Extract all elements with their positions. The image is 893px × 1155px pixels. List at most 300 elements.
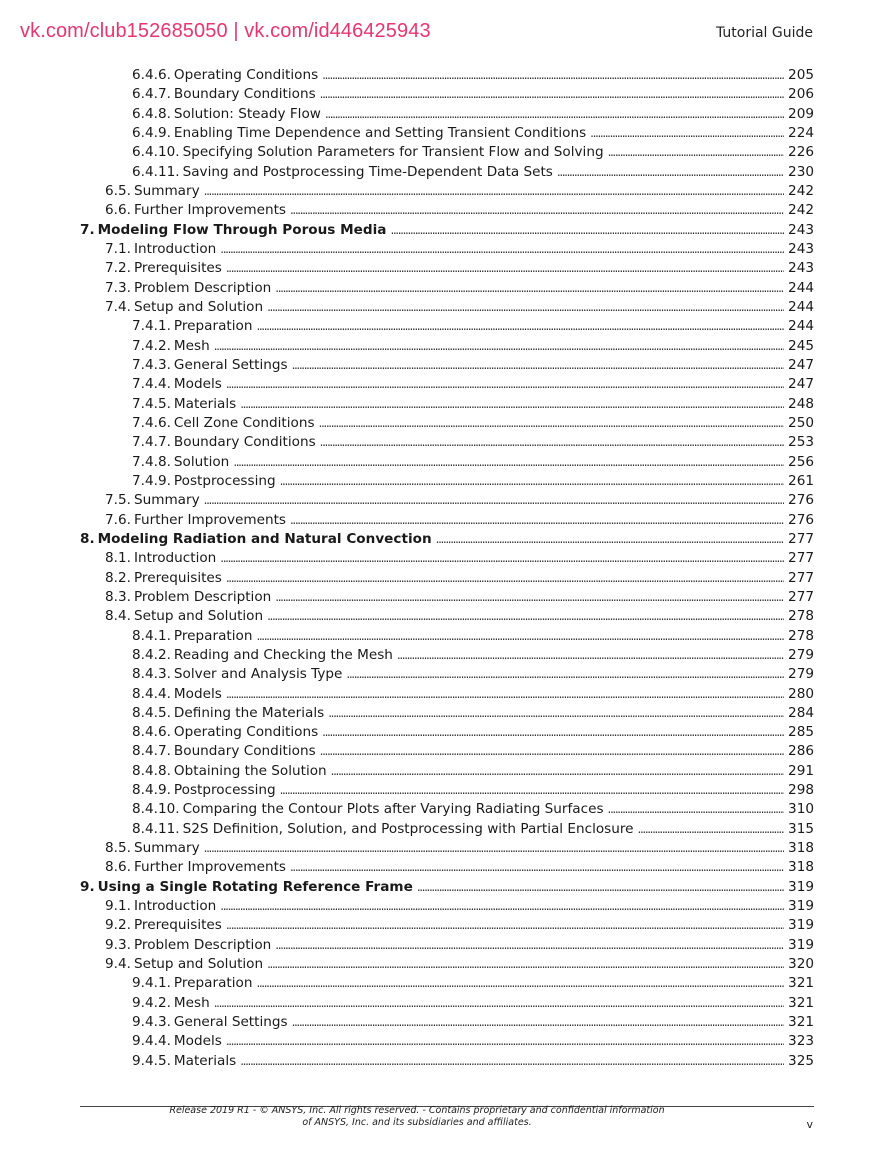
toc-entry[interactable]: [80, 607, 814, 626]
toc-dot-leader: [240, 1052, 784, 1071]
toc-entry-number: 8.4.4.: [132, 685, 171, 702]
toc-entry-title: Preparation: [173, 975, 253, 992]
toc-dot-leader: [322, 723, 784, 742]
toc-entry-label: [132, 375, 222, 394]
toc-entry-title: Obtaining the Solution: [173, 762, 327, 779]
toc-entry-title: Reading and Checking the Mesh: [173, 646, 393, 663]
toc-entry-number: 7.4.6.: [132, 414, 171, 431]
toc-entry-title: Models: [173, 685, 222, 702]
toc-entry-title: Introduction: [133, 898, 217, 915]
toc-dot-leader: [240, 395, 784, 414]
toc-entry[interactable]: [80, 897, 814, 916]
toc-entry[interactable]: [80, 936, 814, 955]
toc-entry[interactable]: [80, 878, 814, 897]
toc-dot-leader: [204, 182, 784, 201]
toc-entry[interactable]: [80, 511, 814, 530]
toc-entry-label: [105, 279, 271, 298]
toc-entry[interactable]: [80, 453, 814, 472]
toc-entry-title: Cell Zone Conditions: [173, 414, 315, 431]
toc-entry[interactable]: [80, 800, 814, 819]
toc-entry[interactable]: [80, 279, 814, 298]
toc-entry-title: General Settings: [173, 1014, 288, 1031]
toc-entry-page: 320: [788, 956, 814, 973]
toc-entry-number: 8.: [80, 530, 95, 547]
toc-entry-page: 224: [788, 124, 814, 141]
toc-entry-title: Using a Single Rotating Reference Frame: [97, 878, 413, 895]
toc-entry-number: 8.4.10.: [132, 801, 180, 818]
toc-entry-label: [105, 858, 286, 877]
toc-entry[interactable]: [80, 201, 814, 220]
toc-entry-page: 277: [788, 530, 814, 547]
toc-entry-number: 7.2.: [105, 260, 131, 277]
toc-entry-page: 318: [788, 859, 814, 876]
toc-entry-label: [132, 994, 210, 1013]
toc-entry-title: Operating Conditions: [173, 724, 319, 741]
toc-entry[interactable]: [80, 646, 814, 665]
toc-entry-number: 8.4.8.: [132, 762, 171, 779]
toc-entry-label: [132, 820, 634, 839]
toc-entry-label: [132, 414, 315, 433]
toc-entry-number: 8.4.7.: [132, 743, 171, 760]
toc-dot-leader: [292, 1013, 784, 1032]
toc-dot-leader: [220, 897, 784, 916]
toc-entry[interactable]: [80, 665, 814, 684]
toc-entry-title: Prerequisites: [133, 260, 222, 277]
toc-entry-label: [132, 974, 252, 993]
toc-entry-page: 321: [788, 1014, 814, 1031]
toc-entry-page: 243: [788, 260, 814, 277]
toc-entry-page: 310: [788, 801, 814, 818]
page-header-title: Tutorial Guide: [715, 25, 813, 41]
toc-entry[interactable]: [80, 472, 814, 491]
toc-entry[interactable]: [80, 105, 814, 124]
toc-dot-leader: [322, 66, 784, 85]
toc-entry-title: Setup and Solution: [133, 298, 264, 315]
toc-entry-number: 7.1.: [105, 240, 131, 257]
toc-entry-page: 205: [788, 67, 814, 83]
toc-entry-label: [132, 704, 324, 723]
toc-entry[interactable]: [80, 704, 814, 723]
toc-entry-label: [132, 1052, 236, 1071]
toc-entry-page: 250: [788, 414, 814, 431]
toc-entry-label: [132, 800, 604, 819]
toc-entry-title: General Settings: [173, 356, 288, 373]
toc-entry-number: 8.4.5.: [132, 704, 171, 721]
toc-entry-number: 7.5.: [105, 492, 131, 509]
toc-entry[interactable]: [80, 530, 814, 549]
toc-entry[interactable]: [80, 414, 814, 433]
toc-dot-leader: [325, 105, 784, 124]
toc-entry-page: 242: [788, 182, 814, 199]
toc-entry-page: 319: [788, 917, 814, 934]
toc-entry-title: Models: [173, 1033, 222, 1050]
toc-entry-label: [132, 395, 236, 414]
toc-dot-leader: [267, 607, 784, 626]
toc-entry-number: 8.3.: [105, 588, 131, 605]
toc-entry-number: 7.4.1.: [132, 318, 171, 335]
toc-entry-page: 280: [788, 685, 814, 702]
toc-entry[interactable]: [80, 337, 814, 356]
toc-dot-leader: [275, 588, 784, 607]
toc-entry[interactable]: [80, 839, 814, 858]
toc-entry-page: 278: [788, 627, 814, 644]
toc-entry-title: Preparation: [173, 627, 253, 644]
toc-dot-leader: [417, 878, 784, 897]
toc-entry[interactable]: [80, 433, 814, 452]
toc-dot-leader: [267, 298, 784, 317]
table-of-contents: [80, 66, 814, 1071]
toc-entry-page: 243: [788, 221, 814, 238]
toc-entry-title: Summary: [133, 182, 200, 199]
toc-dot-leader: [590, 124, 784, 143]
toc-entry-title: Postprocessing: [173, 782, 276, 799]
footer-line-2: of ANSYS, Inc. and its subsidiaries and affiliates.: [302, 1117, 532, 1128]
toc-entry[interactable]: [80, 395, 814, 414]
toc-entry-page: 209: [788, 105, 814, 122]
toc-entry[interactable]: [80, 781, 814, 800]
toc-dot-leader: [320, 433, 784, 452]
toc-entry-page: 277: [788, 550, 814, 567]
toc-entry-label: [105, 916, 222, 935]
toc-entry-page: 277: [788, 569, 814, 586]
toc-dot-leader: [214, 337, 784, 356]
toc-entry-label: [80, 878, 413, 897]
toc-entry[interactable]: [80, 994, 814, 1013]
toc-entry-label: [105, 955, 263, 974]
toc-entry-number: 9.4.: [105, 956, 131, 973]
toc-entry-page: 206: [788, 86, 814, 103]
toc-entry-label: [105, 936, 271, 955]
toc-entry-label: [105, 549, 216, 568]
toc-entry-title: Materials: [173, 1052, 237, 1069]
toc-entry[interactable]: [80, 723, 814, 742]
toc-entry-label: [80, 221, 386, 240]
toc-entry-page: 315: [788, 820, 814, 837]
toc-entry-title: Operating Conditions: [173, 67, 319, 83]
toc-entry-page: 256: [788, 453, 814, 470]
toc-dot-leader: [226, 259, 784, 278]
toc-entry-title: Boundary Conditions: [173, 86, 316, 103]
toc-dot-leader: [204, 491, 784, 510]
toc-entry-number: 6.4.10.: [132, 144, 180, 161]
toc-entry[interactable]: [80, 240, 814, 259]
toc-dot-leader: [226, 1032, 784, 1051]
toc-entry-number: 9.4.1.: [132, 975, 171, 992]
toc-entry-page: 321: [788, 994, 814, 1011]
toc-entry-label: [105, 839, 200, 858]
toc-entry-page: 319: [788, 878, 814, 895]
toc-entry-page: 247: [788, 376, 814, 393]
toc-entry-title: Problem Description: [133, 279, 272, 296]
toc-entry-label: [132, 627, 252, 646]
toc-dot-leader: [331, 762, 784, 781]
watermark-text: vk.com/club152685050 | vk.com/id446425943: [20, 20, 431, 42]
toc-entry[interactable]: [80, 588, 814, 607]
toc-entry-label: [132, 781, 276, 800]
toc-entry-label: [132, 723, 318, 742]
toc-entry[interactable]: [80, 549, 814, 568]
toc-entry[interactable]: [80, 974, 814, 993]
toc-entry-number: 6.4.9.: [132, 124, 171, 141]
toc-entry-title: S2S Definition, Solution, and Postprocessing with Partial Enclosure: [182, 820, 634, 837]
toc-dot-leader: [220, 240, 784, 259]
toc-entry[interactable]: [80, 85, 814, 104]
toc-entry[interactable]: [80, 1013, 814, 1032]
toc-entry-number: 9.1.: [105, 898, 131, 915]
toc-entry-page: 318: [788, 840, 814, 857]
toc-entry-number: 9.2.: [105, 917, 131, 934]
toc-entry-page: 261: [788, 472, 814, 489]
toc-entry-label: [132, 646, 393, 665]
toc-entry-number: 6.4.6.: [132, 67, 171, 83]
toc-entry-page: 244: [788, 279, 814, 296]
toc-entry-number: 9.4.2.: [132, 994, 171, 1011]
toc-entry-page: 248: [788, 395, 814, 412]
toc-entry-label: [105, 897, 216, 916]
toc-entry[interactable]: [80, 259, 814, 278]
toc-dot-leader: [275, 279, 784, 298]
toc-entry-label: [132, 1032, 222, 1051]
toc-entry[interactable]: [80, 858, 814, 877]
toc-entry-label: [132, 66, 318, 85]
toc-entry[interactable]: [80, 762, 814, 781]
toc-entry-page: 244: [788, 298, 814, 315]
toc-entry-number: 8.4.11.: [132, 820, 180, 837]
toc-dot-leader: [608, 143, 784, 162]
toc-dot-leader: [557, 163, 784, 182]
toc-entry[interactable]: [80, 143, 814, 162]
toc-entry-label: [132, 337, 210, 356]
toc-entry-number: 8.4.3.: [132, 666, 171, 683]
toc-entry-number: 9.4.4.: [132, 1033, 171, 1050]
toc-entry-page: 245: [788, 337, 814, 354]
toc-entry-page: 291: [788, 762, 814, 779]
toc-entry-number: 7.4.9.: [132, 472, 171, 489]
toc-entry-number: 7.4.5.: [132, 395, 171, 412]
toc-entry-page: 276: [788, 511, 814, 528]
toc-entry-number: 7.4.: [105, 298, 131, 315]
toc-dot-leader: [319, 414, 785, 433]
toc-dot-leader: [220, 549, 784, 568]
toc-entry-number: 6.4.11.: [132, 163, 180, 180]
footer-line-1: Release 2019 R1 - © ANSYS, Inc. All rights reserved. - Contains proprietary and confidential information: [169, 1105, 665, 1116]
toc-dot-leader: [275, 936, 784, 955]
toc-entry-label: [105, 511, 286, 530]
toc-dot-leader: [397, 646, 784, 665]
toc-entry-label: [105, 201, 286, 220]
toc-entry-label: [105, 240, 216, 259]
toc-entry-page: 298: [788, 782, 814, 799]
toc-dot-leader: [390, 221, 784, 240]
toc-entry-label: [132, 124, 586, 143]
toc-entry-label: [132, 433, 316, 452]
toc-entry-number: 6.5.: [105, 182, 131, 199]
toc-entry-label: [132, 1013, 288, 1032]
toc-dot-leader: [280, 472, 784, 491]
toc-dot-leader: [280, 781, 784, 800]
toc-entry[interactable]: [80, 356, 814, 375]
toc-entry-label: [132, 105, 321, 124]
toc-entry-label: [132, 143, 604, 162]
toc-entry-label: [105, 259, 222, 278]
toc-entry-label: [132, 472, 276, 491]
toc-entry-page: 325: [788, 1052, 814, 1069]
toc-dot-leader: [233, 453, 784, 472]
toc-dot-leader: [328, 704, 784, 723]
toc-dot-leader: [214, 994, 784, 1013]
toc-entry-number: 8.4.9.: [132, 782, 171, 799]
toc-entry-number: 8.4.1.: [132, 627, 171, 644]
toc-dot-leader: [256, 974, 784, 993]
toc-entry-label: [105, 607, 263, 626]
toc-entry-number: 9.: [80, 878, 95, 895]
toc-entry-title: Introduction: [133, 550, 217, 567]
toc-entry-page: 242: [788, 202, 814, 219]
toc-entry-number: 8.4.6.: [132, 724, 171, 741]
toc-entry-number: 6.4.8.: [132, 105, 171, 122]
toc-dot-leader: [267, 955, 784, 974]
toc-dot-leader: [346, 665, 784, 684]
toc-entry-title: Problem Description: [133, 936, 272, 953]
toc-entry-number: 9.3.: [105, 936, 131, 953]
toc-entry-page: 319: [788, 898, 814, 915]
toc-entry-number: 7.: [80, 221, 95, 238]
toc-entry-page: 244: [788, 318, 814, 335]
toc-entry-label: [132, 317, 252, 336]
toc-entry-title: Comparing the Contour Plots after Varying Radiating Surfaces: [182, 801, 604, 818]
toc-entry-number: 9.4.3.: [132, 1014, 171, 1031]
toc-entry-title: Further Improvements: [133, 202, 286, 219]
toc-entry-page: 319: [788, 936, 814, 953]
toc-entry-page: 284: [788, 704, 814, 721]
toc-entry-number: 7.4.8.: [132, 453, 171, 470]
toc-entry[interactable]: [80, 1032, 814, 1051]
toc-entry-number: 9.4.5.: [132, 1052, 171, 1069]
toc-entry-page: 253: [788, 434, 814, 451]
toc-entry-title: Modeling Radiation and Natural Convection: [97, 530, 432, 547]
toc-entry-label: [132, 453, 229, 472]
toc-entry-page: 226: [788, 144, 814, 161]
toc-entry[interactable]: [80, 820, 814, 839]
toc-entry-title: Saving and Postprocessing Time-Dependent Data Sets: [182, 163, 553, 180]
toc-entry[interactable]: [80, 916, 814, 935]
toc-entry-page: 285: [788, 724, 814, 741]
toc-entry-title: Preparation: [173, 318, 253, 335]
toc-entry[interactable]: [80, 124, 814, 143]
toc-entry-page: 279: [788, 666, 814, 683]
toc-entry[interactable]: [80, 375, 814, 394]
toc-entry[interactable]: [80, 955, 814, 974]
toc-entry-label: [132, 665, 342, 684]
toc-entry-number: 8.6.: [105, 859, 131, 876]
toc-entry-title: Mesh: [173, 337, 210, 354]
toc-dot-leader: [226, 916, 784, 935]
toc-entry-page: 286: [788, 743, 814, 760]
toc-entry-number: 8.1.: [105, 550, 131, 567]
toc-entry-number: 7.4.2.: [132, 337, 171, 354]
toc-entry-title: Introduction: [133, 240, 217, 257]
toc-entry[interactable]: [80, 491, 814, 510]
toc-entry-label: [105, 298, 263, 317]
toc-dot-leader: [204, 839, 784, 858]
toc-entry-title: Postprocessing: [173, 472, 276, 489]
toc-dot-leader: [292, 356, 784, 375]
toc-entry[interactable]: [80, 298, 814, 317]
toc-entry-title: Specifying Solution Parameters for Transient Flow and Solving: [182, 144, 604, 161]
toc-entry-title: Solution: [173, 453, 230, 470]
toc-entry-number: 7.6.: [105, 511, 131, 528]
toc-entry-label: [132, 742, 316, 761]
footer-copyright: [80, 1105, 754, 1129]
toc-entry-title: Setup and Solution: [133, 956, 264, 973]
toc-dot-leader: [290, 201, 784, 220]
toc-entry-page: 321: [788, 975, 814, 992]
toc-dot-leader: [226, 375, 784, 394]
footer-page-number: v: [806, 1118, 813, 1131]
toc-entry[interactable]: [80, 182, 814, 201]
toc-entry[interactable]: [80, 1052, 814, 1071]
toc-dot-leader: [320, 85, 784, 104]
toc-entry-label: [80, 530, 432, 549]
toc-entry-page: 247: [788, 356, 814, 373]
toc-entry-number: 8.4.: [105, 608, 131, 625]
toc-entry-title: Summary: [133, 840, 200, 857]
toc-entry-number: 7.4.3.: [132, 356, 171, 373]
toc-entry-title: Solution: Steady Flow: [173, 105, 321, 122]
toc-entry-page: 277: [788, 588, 814, 605]
toc-entry-page: 230: [788, 163, 814, 180]
toc-entry-title: Setup and Solution: [133, 608, 264, 625]
toc-entry-number: 6.6.: [105, 202, 131, 219]
toc-dot-leader: [638, 820, 785, 839]
toc-entry-title: Further Improvements: [133, 511, 286, 528]
toc-entry[interactable]: [80, 317, 814, 336]
toc-entry-title: Problem Description: [133, 588, 272, 605]
toc-entry-number: 7.3.: [105, 279, 131, 296]
toc-entry[interactable]: [80, 627, 814, 646]
toc-entry-label: [132, 356, 288, 375]
toc-entry-title: Enabling Time Dependence and Setting Transient Conditions: [173, 124, 587, 141]
toc-entry[interactable]: [80, 569, 814, 588]
toc-entry-label: [132, 685, 222, 704]
toc-entry[interactable]: [80, 66, 814, 85]
toc-entry[interactable]: [80, 163, 814, 182]
toc-entry-label: [132, 762, 327, 781]
toc-dot-leader: [256, 317, 784, 336]
toc-entry-page: 278: [788, 608, 814, 625]
toc-entry-title: Boundary Conditions: [173, 743, 316, 760]
toc-entry[interactable]: [80, 742, 814, 761]
toc-entry-title: Prerequisites: [133, 917, 222, 934]
toc-entry-title: Defining the Materials: [173, 704, 325, 721]
toc-entry-number: 7.4.7.: [132, 434, 171, 451]
toc-dot-leader: [226, 569, 784, 588]
toc-dot-leader: [290, 858, 784, 877]
toc-entry-label: [105, 588, 271, 607]
toc-dot-leader: [608, 800, 785, 819]
toc-dot-leader: [256, 627, 784, 646]
toc-dot-leader: [320, 742, 784, 761]
toc-entry[interactable]: [80, 685, 814, 704]
toc-entry-number: 7.4.4.: [132, 376, 171, 393]
toc-entry-title: Materials: [173, 395, 237, 412]
toc-entry[interactable]: [80, 221, 814, 240]
toc-entry-label: [105, 569, 222, 588]
toc-entry-title: Summary: [133, 492, 200, 509]
toc-entry-page: 279: [788, 646, 814, 663]
toc-entry-label: [105, 182, 200, 201]
toc-entry-label: [105, 491, 200, 510]
